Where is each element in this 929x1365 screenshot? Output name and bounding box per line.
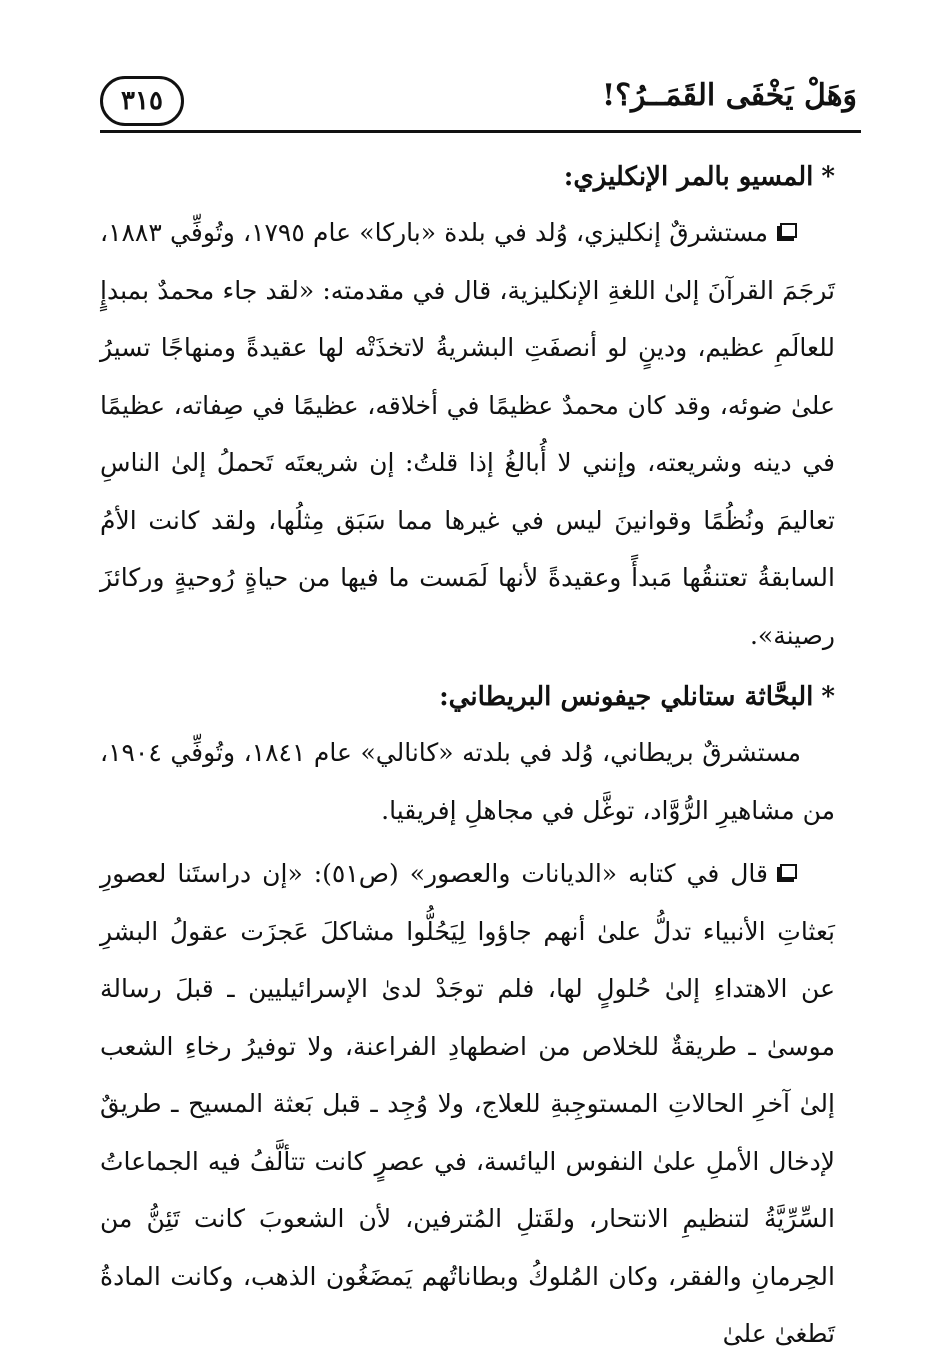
paragraph-text: قال في كتابه «الديانات والعصور» (ص٥١): «إن دراستَنا لعصورِ بَعثاتِ الأنبياء تدلُّ علىٰ أنهم جاؤوا لِيَحُلُّوا مشاكلَ عَجزَت عقولُ البشرِ عن الاهتداءِ إلىٰ حُلولٍ لها، فلم توجَدْ لدىٰ الإسرائيليين ـ قبلَ رسالة موسىٰ ـ طريقةٌ للخلاص من اضطهادِ الفراعنة، ولا توفيرُ رخاءِ الشعب إلىٰ آخرِ الحالاتِ المستوجِبةِ للعلاج، ولا وُجِد ـ قبل بَعثة المسيح ـ طريقٌ لإدخال الأملِ علىٰ النفوس اليائسة، في عصرٍ كانت تتألَّفُ فيه الجماعاتُ السِّرِّيَّةُ لتنظيمِ الانتحار، ولقَتلِ المُترفين، لأن الشعوبَ كانت تَئِنُّ من الحِرمانِ والفقر، وكان المُلوكُ وبطاناتُهم يَمضَغُون الذهب، وكانت المادةُ تَطغىٰ علىٰ: [100, 859, 835, 1348]
page-header: [100, 72, 861, 132]
page-number: ٣١٥: [121, 86, 163, 116]
section-heading-jevons: [100, 670, 835, 724]
page-number-badge: [100, 76, 184, 126]
box-bullet-icon: [780, 223, 797, 238]
paragraph-jevons-quote: [100, 845, 835, 1363]
heading-text: البحَّاثة ستانلي جيفونس البريطاني:: [439, 682, 814, 712]
paragraph-palmer: [100, 204, 835, 664]
star-bullet-icon: *: [821, 682, 835, 712]
heading-text: المسيو بالمر الإنكليزي:: [563, 162, 814, 192]
page-body: [100, 150, 835, 1363]
box-bullet-icon: [780, 864, 797, 879]
paragraph-jevons-bio: [100, 724, 835, 839]
paragraph-text: مستشرقٌ بريطاني، وُلد في بلدته «كانالي» عام ١٨٤١، وتُوفِّي ١٩٠٤، من مشاهيرِ الرُّوَّاد، توغَّل في مجاهلِ إفريقيا.: [100, 738, 835, 825]
running-title: وَهَلْ يَخْفَى القَمَــرُ؟!: [601, 78, 857, 113]
star-bullet-icon: *: [821, 162, 835, 192]
paragraph-text: مستشرقٌ إنكليزي، وُلد في بلدة «باركا» عام ١٧٩٥، وتُوفِّي ١٨٨٣، تَرجَمَ القرآنَ إلىٰ اللغةِ الإنكليزية، قال في مقدمته: «لقد جاء محمدٌ بمبدإٍ للعالَمِ عظيم، ودينٍ لو أنصفَتِ البشريةُ لاتخذَتْه لها عقيدةً ومنهاجًا تسيرُ علىٰ ضوئه، وقد كان محمدٌ عظيمًا في أخلاقه، عظيمًا في صِفاته، عظيمًا في دينه وشريعته، وإنني لا أُبالغُ إذا قلتُ: إن شريعتَه تَحملُ إلىٰ الناسِ تعاليمَ ونُظُمًا وقوانينَ ليس في غيرها مما سَبَق مِثلُها، ولقد كانت الأمُ السابقةُ تعتنقُها مَبدأً وعقيدةً لأنها لَمَست ما فيها من حياةٍ رُوحيةٍ وركائزَ رصينة».: [100, 218, 835, 650]
section-heading-palmer: [100, 150, 835, 204]
header-rule: [100, 130, 861, 133]
